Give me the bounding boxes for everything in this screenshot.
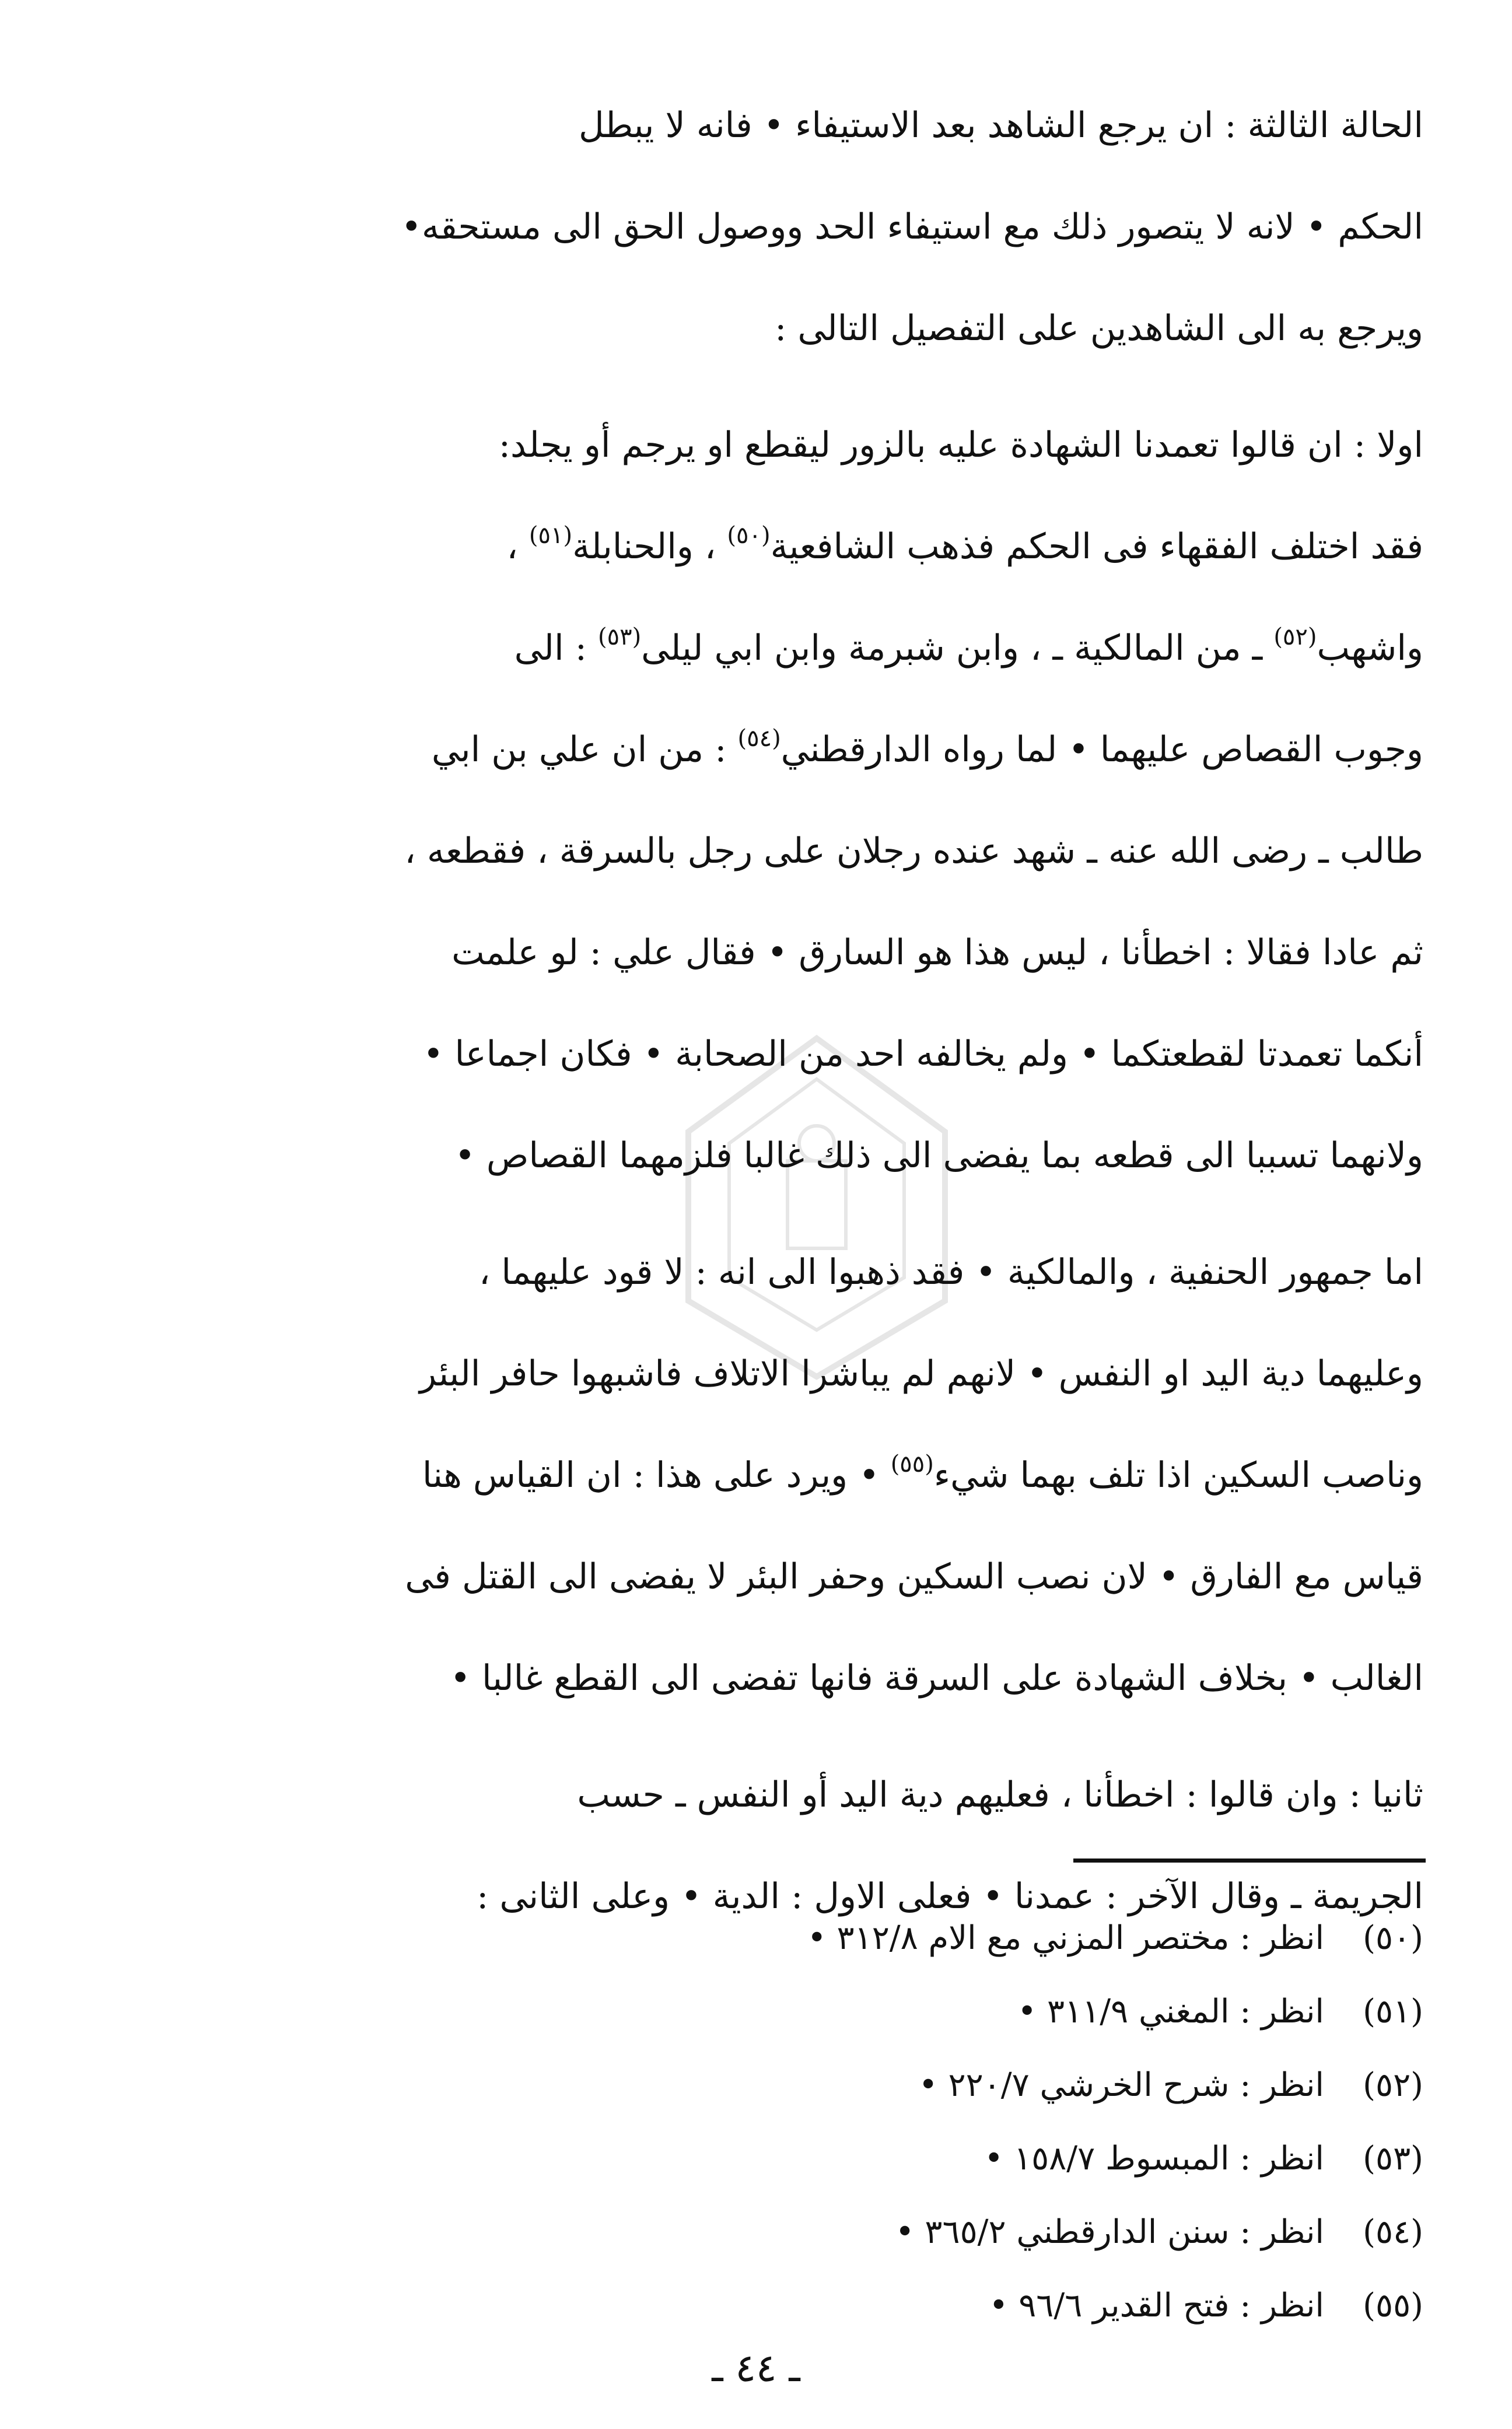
text-line: ولانهما تسببا الى قطعه بما يفضى الى ذلك غالبا فلزمهما القصاص • bbox=[454, 1135, 1423, 1176]
footnote-number: (٥١) bbox=[1363, 1993, 1423, 2031]
text-line: ـ من المالكية ـ ، وابن شبرمة وابن ابي ليلى bbox=[641, 628, 1263, 668]
text-line: قياس مع الفارق • لان نصب السكين وحفر البئر لا يفضى الى القتل فى bbox=[405, 1556, 1423, 1597]
footnote-ref-52[interactable]: (٥٢) bbox=[1273, 624, 1317, 650]
text-line: اولا : ان قالوا تعمدنا الشهادة عليه بالزور ليقطع او يرجم أو يجلد: bbox=[498, 425, 1423, 466]
footnote-number: (٥٣) bbox=[1363, 2140, 1423, 2178]
footnote-divider bbox=[1073, 1859, 1426, 1863]
footnote-number: (٥٤) bbox=[1363, 2213, 1423, 2251]
text-line: وناصب السكين اذا تلف بهما شيء bbox=[933, 1455, 1423, 1496]
footnote-ref-54[interactable]: (٥٤) bbox=[737, 725, 781, 752]
footnote-number: (٥٢) bbox=[1363, 2066, 1423, 2104]
text-line: اما جمهور الحنفية ، والمالكية • فقد ذهبوا الى انه : لا قود عليهما ، bbox=[478, 1252, 1423, 1293]
footnote-number: (٥٠) bbox=[1363, 1919, 1423, 1957]
text-line: ويرجع به الى الشاهدين على التفصيل التالى : bbox=[775, 308, 1423, 349]
footnote-ref-53[interactable]: (٥٣) bbox=[597, 624, 642, 650]
footnote-text: انظر : المبسوط ١٥٨/٧ • bbox=[984, 2140, 1324, 2178]
paragraph-1 bbox=[132, 75, 1423, 379]
text-line: وجوب القصاص عليهما • لما رواه الدارقطني bbox=[780, 729, 1423, 770]
text-line: ثم عادا فقالا : اخطأنا ، ليس هذا هو السارق • فقال علي : لو علمت bbox=[452, 932, 1423, 973]
footnotes-list bbox=[513, 1902, 1423, 2343]
text-line: فقد اختلف الفقهاء فى الحكم فذهب الشافعية bbox=[770, 526, 1423, 567]
text-line: ، bbox=[506, 526, 518, 567]
text-line: : من ان علي بن ابي bbox=[431, 729, 727, 770]
footnote-item bbox=[513, 2269, 1423, 2343]
paragraph-2 bbox=[132, 394, 1423, 1206]
text-line: واشهب bbox=[1317, 628, 1423, 668]
footnote-item bbox=[513, 1902, 1423, 1975]
paragraph-3 bbox=[132, 1222, 1423, 1729]
footnote-text: انظر : فتح القدير ٩٦/٦ • bbox=[989, 2287, 1324, 2325]
footnote-number: (٥٥) bbox=[1363, 2287, 1423, 2325]
text-line: وعليهما دية اليد او النفس • لانهم لم يباشرا الاتلاف فاشبهوا حافر البئر bbox=[419, 1353, 1423, 1394]
footnote-item bbox=[513, 1975, 1423, 2049]
text-line: • ويرد على هذا : ان القياس هنا bbox=[422, 1455, 880, 1496]
footnote-text: انظر : شرح الخرشي ٢٢٠/٧ • bbox=[918, 2066, 1324, 2104]
footnote-text: انظر : سنن الدارقطني ٣٦٥/٢ • bbox=[895, 2213, 1324, 2251]
footnote-text: انظر : المغني ٣١١/٩ • bbox=[1017, 1993, 1324, 2031]
text-line: ، والحنابلة bbox=[572, 526, 716, 567]
text-line: الغالب • بخلاف الشهادة على السرقة فانها تفضى الى القطع غالبا • bbox=[450, 1658, 1423, 1699]
text-line: : الى bbox=[514, 628, 587, 668]
text-line: الحالة الثالثة : ان يرجع الشاهد بعد الاستيفاء • فانه لا يبطل bbox=[578, 105, 1423, 146]
footnote-text: انظر : مختصر المزني مع الام ٣١٢/٨ • bbox=[807, 1919, 1324, 1957]
page-number: ـ ٤٤ ـ bbox=[712, 2346, 800, 2390]
main-text bbox=[132, 75, 1423, 1947]
text-line: الجريمة ـ وقال الآخر : عمدنا • فعلى الاول : الدية • وعلى الثانى : bbox=[477, 1876, 1423, 1917]
text-line: أنكما تعمدتا لقطعتكما • ولم يخالفه احد من الصحابة • فكان اجماعا • bbox=[423, 1034, 1423, 1074]
text-line: الحكم • لانه لا يتصور ذلك مع استيفاء الحد ووصول الحق الى مستحقه• bbox=[401, 206, 1423, 247]
footnote-ref-50[interactable]: (٥٠) bbox=[727, 522, 771, 549]
text-line: طالب ـ رضى الله عنه ـ شهد عنده رجلان على رجل بالسرقة ، فقطعه ، bbox=[404, 831, 1423, 872]
footnote-ref-51[interactable]: (٥١) bbox=[528, 522, 573, 549]
footnote-item bbox=[513, 2049, 1423, 2122]
footnote-item bbox=[513, 2196, 1423, 2269]
footnote-item bbox=[513, 2122, 1423, 2196]
text-line: ثانيا : وان قالوا : اخطأنا ، فعليهم دية اليد أو النفس ـ حسب bbox=[577, 1774, 1423, 1815]
footnote-ref-55[interactable]: (٥٥) bbox=[890, 1451, 934, 1478]
